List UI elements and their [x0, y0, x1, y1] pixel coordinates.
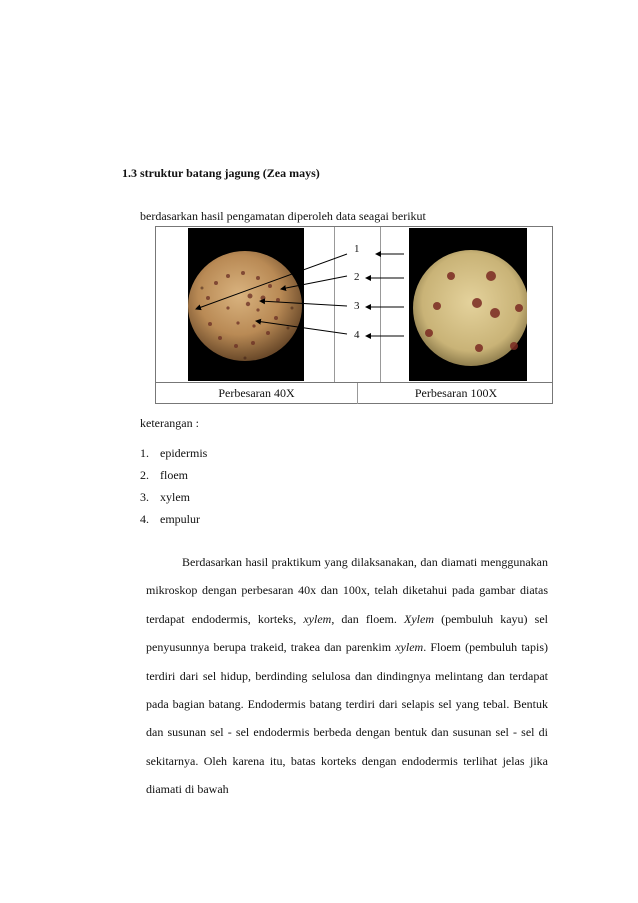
table-divider: [380, 227, 381, 382]
intro-text: berdasarkan hasil pengamatan diperoleh data seagai berikut: [140, 209, 426, 223]
micrograph-100x: [409, 228, 527, 381]
table-divider: [334, 227, 335, 382]
keterangan-title: keterangan :: [140, 416, 199, 430]
list-item: 3. xylem: [140, 490, 190, 504]
section-heading: 1.3 struktur batang jagung (Zea mays): [122, 166, 320, 180]
caption-40x: Perbesaran 40X: [218, 386, 295, 400]
body-paragraph: Berdasarkan hasil praktikum yang dilaksanakan, dan diamati menggunakan mikroskop dengan perbesaran 40x dan 100x, telah diketahui pada gambar diatas terdapat endodermis, korteks, xylem, dan floem. Xylem (pembuluh kayu) sel penyusunnya berupa trakeid, trakea dan parenkim xylem. Floem (pembuluh tapis) terdiri dari sel hidup, berdinding selulosa dan dindingnya melintang dan terdapat pada bagian batang. Endodermis batang terdiri dari selapis sel yang tebal. Bentuk dan susunan sel - sel endodermis berbeda dengan bentuk dan susunan sel - sel di sekitarnya. Oleh karena itu, batas korteks dengan endodermis terlihat jelas jika diamati di bawah: [146, 555, 548, 797]
label-number-3: 3: [354, 300, 360, 312]
figure-table: [155, 226, 553, 404]
label-number-2: 2: [354, 271, 360, 283]
label-number-1: 1: [354, 243, 360, 255]
caption-100x: Perbesaran 100X: [414, 386, 498, 400]
list-item: 1. epidermis: [140, 446, 208, 460]
list-item: 4. empulur: [140, 512, 200, 526]
label-number-4: 4: [354, 329, 360, 341]
micrograph-40x: [188, 228, 304, 381]
list-item: 2. floem: [140, 468, 188, 482]
keterangan-list: [140, 442, 207, 530]
